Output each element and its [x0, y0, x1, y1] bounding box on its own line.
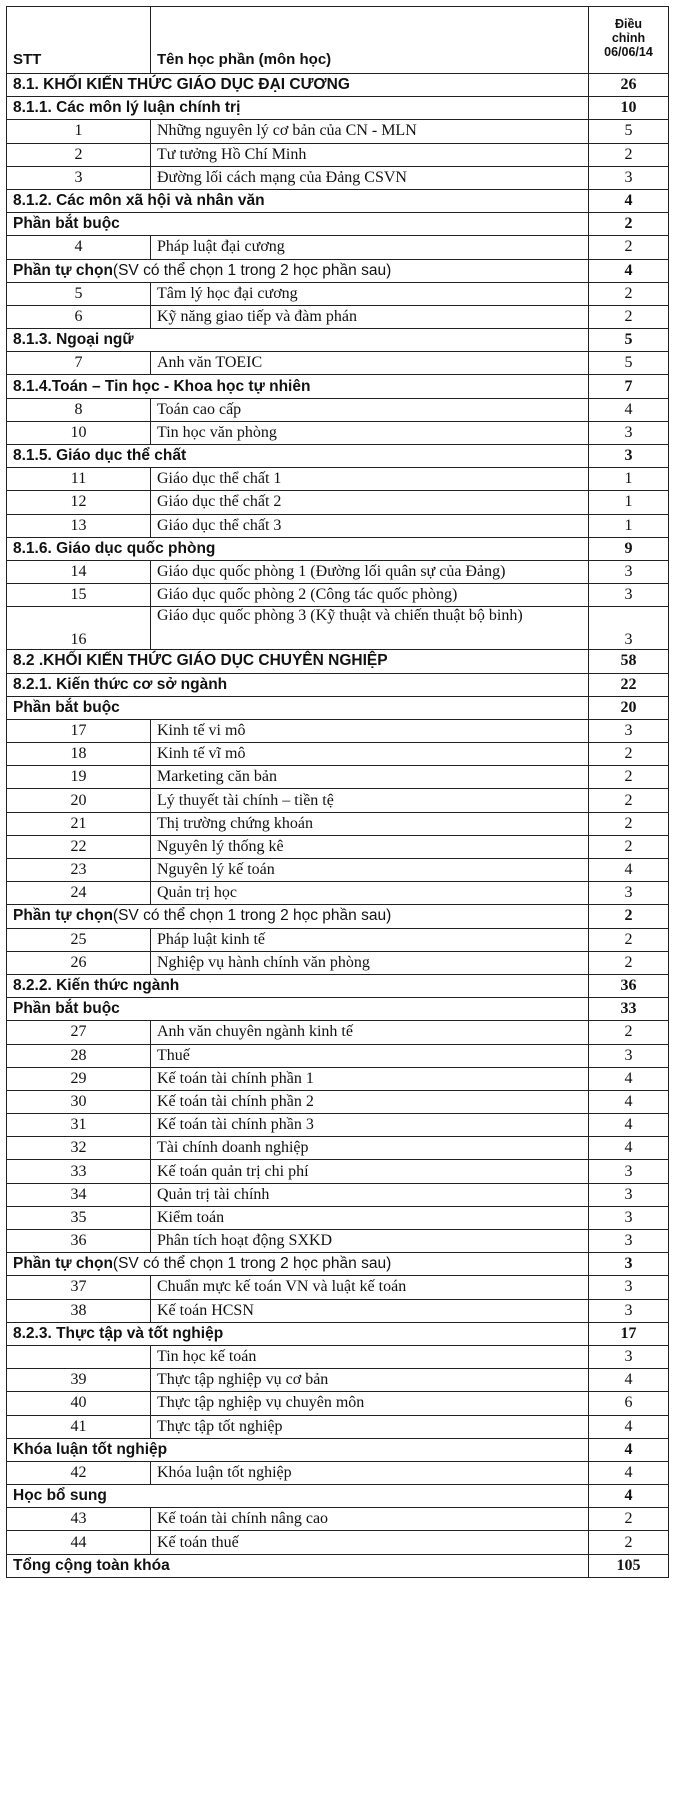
- table-row: [7, 951, 669, 974]
- course-credits: 4: [589, 1415, 669, 1438]
- course-stt: 40: [7, 1392, 151, 1415]
- section-title: [7, 74, 589, 97]
- header-credits-line3: 06/06/14: [604, 45, 653, 59]
- course-stt: 10: [7, 421, 151, 444]
- section-credits: 17: [589, 1322, 669, 1345]
- table-row: [7, 719, 669, 742]
- course-stt: 27: [7, 1021, 151, 1044]
- table-row: [7, 1392, 669, 1415]
- table-row: [7, 143, 669, 166]
- section-title: [7, 537, 589, 560]
- section-title: [7, 673, 589, 696]
- curriculum-table: [6, 6, 669, 1578]
- course-name: Giáo dục thể chất 1: [151, 468, 589, 491]
- section-row: [7, 97, 669, 120]
- course-stt: 31: [7, 1114, 151, 1137]
- course-credits: 2: [589, 743, 669, 766]
- course-name: Kế toán tài chính phần 3: [151, 1114, 589, 1137]
- section-row: [7, 445, 669, 468]
- course-stt: 5: [7, 282, 151, 305]
- table-row: [7, 1044, 669, 1067]
- section-credits: 4: [589, 1485, 669, 1508]
- course-stt: 33: [7, 1160, 151, 1183]
- course-name: Chuẩn mực kế toán VN và luật kế toán: [151, 1276, 589, 1299]
- table-row: [7, 352, 669, 375]
- section-title: [7, 375, 589, 398]
- section-row: [7, 259, 669, 282]
- section-credits: 3: [589, 445, 669, 468]
- section-title-text: Phần tự chọn: [13, 907, 113, 925]
- course-name: Thực tập tốt nghiệp: [151, 1415, 589, 1438]
- course-credits: 1: [589, 491, 669, 514]
- table-row: [7, 1531, 669, 1554]
- course-name: Đường lối cách mạng của Đảng CSVN: [151, 166, 589, 189]
- section-title: [7, 213, 589, 236]
- course-credits: 2: [589, 789, 669, 812]
- course-stt: 26: [7, 951, 151, 974]
- header-credits: [589, 7, 669, 74]
- course-name: Anh văn TOEIC: [151, 352, 589, 375]
- section-title-note: (SV có thể chọn 1 trong 2 học phần sau): [112, 1255, 392, 1273]
- table-row: [7, 560, 669, 583]
- table-row: [7, 766, 669, 789]
- course-credits: 3: [589, 166, 669, 189]
- section-title: [7, 259, 589, 282]
- table-row: [7, 514, 669, 537]
- section-row: [7, 1322, 669, 1345]
- table-row: [7, 1461, 669, 1484]
- table-row: [7, 812, 669, 835]
- section-credits: 4: [589, 259, 669, 282]
- course-stt: 2: [7, 143, 151, 166]
- header-course-name: Tên học phần (môn học): [151, 7, 589, 74]
- table-row: [7, 421, 669, 444]
- table-row: [7, 1183, 669, 1206]
- course-stt: 13: [7, 514, 151, 537]
- section-credits: 33: [589, 998, 669, 1021]
- section-row: [7, 537, 669, 560]
- section-credits: 9: [589, 537, 669, 560]
- course-credits: 4: [589, 859, 669, 882]
- section-title: [7, 189, 589, 212]
- course-credits: 4: [589, 1369, 669, 1392]
- course-stt: 32: [7, 1137, 151, 1160]
- course-stt: 23: [7, 859, 151, 882]
- course-stt: 19: [7, 766, 151, 789]
- course-credits: 3: [589, 1276, 669, 1299]
- header-credits-line1: Điều: [614, 17, 643, 31]
- course-credits: 3: [589, 560, 669, 583]
- section-title-text: Phần tự chọn: [13, 261, 113, 279]
- section-title-text: 8.1.2. Các môn xã hội và nhân văn: [13, 192, 265, 210]
- course-stt: 4: [7, 236, 151, 259]
- section-title-text: 8.1.5. Giáo dục thể chất: [13, 447, 187, 465]
- section-credits: 26: [589, 74, 669, 97]
- section-credits: 4: [589, 189, 669, 212]
- course-credits: 2: [589, 951, 669, 974]
- course-credits: 4: [589, 1090, 669, 1113]
- course-name: Kế toán tài chính phần 1: [151, 1067, 589, 1090]
- course-stt: 3: [7, 166, 151, 189]
- table-row: [7, 166, 669, 189]
- course-stt: 14: [7, 560, 151, 583]
- section-title-text: 8.2.3. Thực tập và tốt nghiệp: [13, 1324, 224, 1342]
- table-row: [7, 789, 669, 812]
- table-row: [7, 1114, 669, 1137]
- course-name: Giáo dục quốc phòng 2 (Công tác quốc phòng): [151, 584, 589, 607]
- section-title-text: 8.1.4.Toán – Tin học - Khoa học tự nhiên: [13, 377, 311, 395]
- course-stt: 24: [7, 882, 151, 905]
- course-name: Quản trị tài chính: [151, 1183, 589, 1206]
- section-title-text: Tổng cộng toàn khóa: [13, 1556, 170, 1574]
- course-name: Kỹ năng giao tiếp và đàm phán: [151, 305, 589, 328]
- course-name: Kế toán tài chính nâng cao: [151, 1508, 589, 1531]
- table-row: [7, 468, 669, 491]
- table-row: [7, 1137, 669, 1160]
- section-row: [7, 998, 669, 1021]
- course-credits: 2: [589, 812, 669, 835]
- course-stt: 42: [7, 1461, 151, 1484]
- section-title-text: Phần bắt buộc: [13, 698, 120, 716]
- table-row: [7, 1415, 669, 1438]
- course-stt: 1: [7, 120, 151, 143]
- course-credits: 4: [589, 1067, 669, 1090]
- table-row: [7, 305, 669, 328]
- course-credits: 2: [589, 928, 669, 951]
- course-stt: 12: [7, 491, 151, 514]
- section-title: [7, 1438, 589, 1461]
- course-credits: 3: [589, 607, 669, 650]
- section-title-text: Phần tự chọn: [13, 1255, 113, 1273]
- course-stt: 16: [7, 607, 151, 650]
- course-name: Kiểm toán: [151, 1206, 589, 1229]
- course-name: Kế toán HCSN: [151, 1299, 589, 1322]
- section-row: [7, 1438, 669, 1461]
- course-name: Kinh tế vĩ mô: [151, 743, 589, 766]
- table-row: [7, 1090, 669, 1113]
- course-name: Kinh tế vi mô: [151, 719, 589, 742]
- section-title-text: Phần bắt buộc: [13, 215, 120, 233]
- section-title: [7, 974, 589, 997]
- course-name: Giáo dục quốc phòng 1 (Đường lối quân sự của Đảng): [151, 560, 589, 583]
- section-title-text: 8.2 .KHỐI KIẾN THỨC GIÁO DỤC CHUYÊN NGHIỆP: [13, 652, 388, 670]
- course-name: Tin học kế toán: [151, 1345, 589, 1368]
- table-row: [7, 835, 669, 858]
- section-credits: 22: [589, 673, 669, 696]
- section-title-text: 8.1.1. Các môn lý luận chính trị: [13, 99, 241, 117]
- section-title: [7, 1322, 589, 1345]
- course-name: Tin học văn phòng: [151, 421, 589, 444]
- course-name: Tài chính doanh nghiệp: [151, 1137, 589, 1160]
- section-row: [7, 1485, 669, 1508]
- course-stt: 29: [7, 1067, 151, 1090]
- header-credits-line2: chỉnh: [611, 31, 646, 45]
- section-credits: 20: [589, 696, 669, 719]
- course-credits: 3: [589, 1345, 669, 1368]
- section-row: [7, 696, 669, 719]
- course-stt: 22: [7, 835, 151, 858]
- table-row: [7, 398, 669, 421]
- table-row: [7, 743, 669, 766]
- course-stt: 36: [7, 1230, 151, 1253]
- course-stt: 21: [7, 812, 151, 835]
- course-name: Giáo dục thể chất 2: [151, 491, 589, 514]
- course-stt: 41: [7, 1415, 151, 1438]
- section-credits: 3: [589, 1253, 669, 1276]
- table-row: [7, 1345, 669, 1368]
- course-credits: 3: [589, 584, 669, 607]
- course-stt: 8: [7, 398, 151, 421]
- table-row: [7, 1230, 669, 1253]
- table-row: [7, 1508, 669, 1531]
- course-name: Marketing căn bản: [151, 766, 589, 789]
- section-row: [7, 1253, 669, 1276]
- course-credits: 2: [589, 143, 669, 166]
- section-row: [7, 329, 669, 352]
- course-stt: [7, 1345, 151, 1368]
- course-name: Nguyên lý thống kê: [151, 835, 589, 858]
- course-name: Lý thuyết tài chính – tiền tệ: [151, 789, 589, 812]
- section-title-note: (SV có thể chọn 1 trong 2 học phần sau): [112, 907, 392, 925]
- course-credits: 4: [589, 1137, 669, 1160]
- section-credits: 2: [589, 905, 669, 928]
- course-stt: 39: [7, 1369, 151, 1392]
- table-row: [7, 859, 669, 882]
- course-stt: 43: [7, 1508, 151, 1531]
- course-credits: 2: [589, 1021, 669, 1044]
- course-stt: 38: [7, 1299, 151, 1322]
- table-row: [7, 1206, 669, 1229]
- course-credits: 3: [589, 1183, 669, 1206]
- section-row: [7, 213, 669, 236]
- section-title: [7, 998, 589, 1021]
- section-credits: 58: [589, 650, 669, 673]
- course-credits: 3: [589, 1299, 669, 1322]
- course-name: Kế toán thuế: [151, 1531, 589, 1554]
- table-row: [7, 928, 669, 951]
- section-title-text: Phần bắt buộc: [13, 1000, 120, 1018]
- course-stt: 37: [7, 1276, 151, 1299]
- course-credits: 3: [589, 421, 669, 444]
- section-title-text: Khóa luận tốt nghiệp: [13, 1440, 168, 1458]
- course-credits: 3: [589, 1044, 669, 1067]
- course-name: Thuế: [151, 1044, 589, 1067]
- section-row: [7, 974, 669, 997]
- section-credits: 7: [589, 375, 669, 398]
- course-credits: 3: [589, 882, 669, 905]
- course-stt: 17: [7, 719, 151, 742]
- course-stt: 11: [7, 468, 151, 491]
- section-row: [7, 1554, 669, 1577]
- table-row: [7, 282, 669, 305]
- course-name: Kế toán quản trị chi phí: [151, 1160, 589, 1183]
- section-title-note: (SV có thể chọn 1 trong 2 học phần sau): [112, 261, 392, 279]
- course-name: Nguyên lý kế toán: [151, 859, 589, 882]
- section-title-text: 8.2.2. Kiến thức ngành: [13, 977, 180, 995]
- table-row: [7, 1021, 669, 1044]
- course-stt: 44: [7, 1531, 151, 1554]
- course-name: Toán cao cấp: [151, 398, 589, 421]
- course-name: Nghiệp vụ hành chính văn phòng: [151, 951, 589, 974]
- course-credits: 5: [589, 120, 669, 143]
- course-stt: 15: [7, 584, 151, 607]
- section-credits: 2: [589, 213, 669, 236]
- section-title: [7, 445, 589, 468]
- section-title: [7, 97, 589, 120]
- section-title-text: 8.1.3. Ngoại ngữ: [13, 331, 134, 349]
- table-row: [7, 1299, 669, 1322]
- course-name: Giáo dục thể chất 3: [151, 514, 589, 537]
- course-credits: 5: [589, 352, 669, 375]
- table-row: [7, 1276, 669, 1299]
- course-stt: 34: [7, 1183, 151, 1206]
- course-credits: 4: [589, 1461, 669, 1484]
- header-stt: STT: [7, 7, 151, 74]
- table-body: [7, 74, 669, 1578]
- course-name: Pháp luật kinh tế: [151, 928, 589, 951]
- section-credits: 4: [589, 1438, 669, 1461]
- section-title-text: 8.2.1. Kiến thức cơ sở ngành: [13, 675, 228, 693]
- course-credits: 3: [589, 1160, 669, 1183]
- course-credits: 2: [589, 236, 669, 259]
- table-row: [7, 607, 669, 650]
- section-row: [7, 650, 669, 673]
- course-stt: 25: [7, 928, 151, 951]
- table-row: [7, 491, 669, 514]
- course-stt: 28: [7, 1044, 151, 1067]
- section-title: [7, 696, 589, 719]
- section-credits: 105: [589, 1554, 669, 1577]
- course-stt: 6: [7, 305, 151, 328]
- section-title: [7, 1253, 589, 1276]
- section-row: [7, 189, 669, 212]
- section-title-text: 8.1.6. Giáo dục quốc phòng: [13, 539, 216, 557]
- section-row: [7, 905, 669, 928]
- course-name: Kế toán tài chính phần 2: [151, 1090, 589, 1113]
- course-credits: 2: [589, 1508, 669, 1531]
- course-stt: 20: [7, 789, 151, 812]
- course-name: Giáo dục quốc phòng 3 (Kỹ thuật và chiến thuật bộ binh): [151, 607, 589, 650]
- course-name: Những nguyên lý cơ bản của CN - MLN: [151, 120, 589, 143]
- section-title: [7, 1554, 589, 1577]
- header-row: [7, 7, 669, 74]
- course-stt: 30: [7, 1090, 151, 1113]
- table-row: [7, 584, 669, 607]
- course-stt: 7: [7, 352, 151, 375]
- course-credits: 4: [589, 398, 669, 421]
- course-credits: 2: [589, 766, 669, 789]
- section-credits: 5: [589, 329, 669, 352]
- course-credits: 3: [589, 1230, 669, 1253]
- course-credits: 6: [589, 1392, 669, 1415]
- section-row: [7, 673, 669, 696]
- section-credits: 10: [589, 97, 669, 120]
- section-row: [7, 74, 669, 97]
- course-name: Pháp luật đại cương: [151, 236, 589, 259]
- course-name: Anh văn chuyên ngành kinh tế: [151, 1021, 589, 1044]
- course-credits: 1: [589, 514, 669, 537]
- table-row: [7, 120, 669, 143]
- table-row: [7, 1067, 669, 1090]
- course-credits: 2: [589, 305, 669, 328]
- course-credits: 4: [589, 1114, 669, 1137]
- course-credits: 3: [589, 1206, 669, 1229]
- course-name: Thực tập nghiệp vụ chuyên môn: [151, 1392, 589, 1415]
- table-row: [7, 1160, 669, 1183]
- section-row: [7, 375, 669, 398]
- table-row: [7, 1369, 669, 1392]
- course-stt: 35: [7, 1206, 151, 1229]
- course-name: Tư tưởng Hồ Chí Minh: [151, 143, 589, 166]
- course-credits: 1: [589, 468, 669, 491]
- course-name: Quản trị học: [151, 882, 589, 905]
- section-title: [7, 905, 589, 928]
- course-credits: 2: [589, 835, 669, 858]
- section-title-text: Học bổ sung: [13, 1487, 107, 1505]
- course-name: Tâm lý học đại cương: [151, 282, 589, 305]
- course-credits: 2: [589, 282, 669, 305]
- course-name: Thực tập nghiệp vụ cơ bản: [151, 1369, 589, 1392]
- section-title: [7, 329, 589, 352]
- section-title: [7, 650, 589, 673]
- table-row: [7, 882, 669, 905]
- course-name: Thị trường chứng khoán: [151, 812, 589, 835]
- section-title: [7, 1485, 589, 1508]
- section-credits: 36: [589, 974, 669, 997]
- course-stt: 18: [7, 743, 151, 766]
- section-title-text: 8.1. KHỐI KIẾN THỨC GIÁO DỤC ĐẠI CƯƠNG: [13, 76, 350, 94]
- course-name: Khóa luận tốt nghiệp: [151, 1461, 589, 1484]
- course-credits: 2: [589, 1531, 669, 1554]
- table-row: [7, 236, 669, 259]
- course-name: Phân tích hoạt động SXKD: [151, 1230, 589, 1253]
- course-credits: 3: [589, 719, 669, 742]
